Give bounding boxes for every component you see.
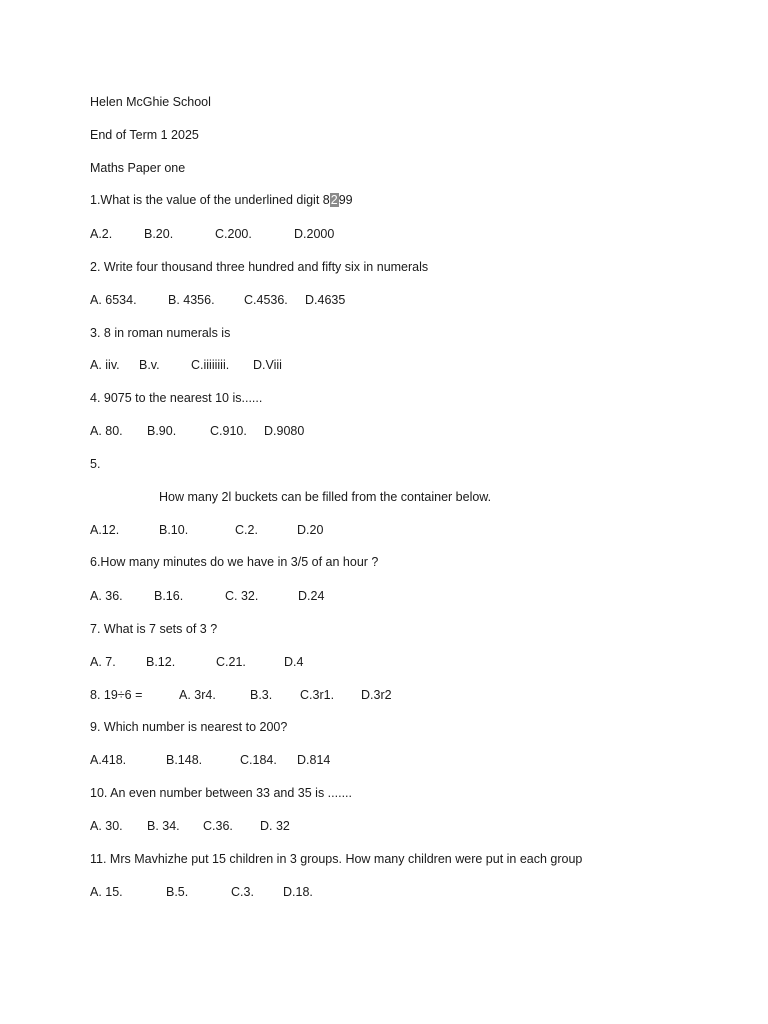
option-c: C. 32. [225, 589, 259, 603]
question-3: 3. 8 in roman numerals is [90, 326, 231, 340]
option-b: B.v. [139, 358, 160, 372]
question-2: 2. Write four thousand three hundred and fifty six in numerals [90, 260, 429, 274]
option-b: B.90. [147, 424, 177, 438]
option-d: D.3r2 [361, 688, 392, 702]
option-d: D.9080 [264, 424, 305, 438]
option-b: B.12. [146, 655, 176, 669]
option-d: D.24 [298, 589, 325, 603]
option-b: B.5. [166, 885, 189, 899]
option-b: B.20. [144, 227, 174, 241]
option-b: B.148. [166, 753, 203, 767]
question-5-text: How many 2l buckets can be filled from the container below. [159, 490, 492, 504]
option-a: A.12. [90, 523, 120, 537]
question-8-text: 8. 19÷6 = [90, 688, 143, 702]
option-d: D.20 [297, 523, 324, 537]
option-c: C.200. [215, 227, 252, 241]
option-c: C.3. [231, 885, 254, 899]
underlined-digit: 2 [330, 193, 338, 207]
option-b: B.16. [154, 589, 184, 603]
option-d: D.Viii [253, 358, 282, 372]
option-a: A. 7. [90, 655, 116, 669]
term-title: End of Term 1 2025 [90, 128, 199, 142]
option-a: A. 6534. [90, 293, 137, 307]
option-b: B.10. [159, 523, 189, 537]
option-a: A. 36. [90, 589, 123, 603]
question-5: 5. [90, 457, 101, 471]
option-d: D.4 [284, 655, 304, 669]
option-c: C.4536. [244, 293, 288, 307]
option-a: A. 15. [90, 885, 123, 899]
option-d: D.814 [297, 753, 331, 767]
question-11: 11. Mrs Mavhizhe put 15 children in 3 groups. How many children were put in each group [90, 852, 583, 866]
option-d: D.18. [283, 885, 313, 899]
question-10: 10. An even number between 33 and 35 is ....... [90, 786, 352, 800]
question-6: 6.How many minutes do we have in 3/5 of an hour ? [90, 555, 379, 569]
option-c: C.iiiiiiii. [191, 358, 230, 372]
option-c: C.36. [203, 819, 233, 833]
option-a: A.2. [90, 227, 113, 241]
option-a: A.418. [90, 753, 127, 767]
question-1 [90, 192, 353, 208]
option-b: B. 4356. [168, 293, 215, 307]
option-d: D. 32 [260, 819, 290, 833]
question-1-text: 1.What is the value of the underlined digit 8 [90, 193, 330, 207]
option-b: B. 34. [147, 819, 180, 833]
option-a: A. 30. [90, 819, 123, 833]
question-7: 7. What is 7 sets of 3 ? [90, 622, 218, 636]
option-c: C.2. [235, 523, 258, 537]
option-a: A. 3r4. [179, 688, 216, 702]
question-4: 4. 9075 to the nearest 10 is...... [90, 391, 263, 405]
school-name: Helen McGhie School [90, 95, 211, 109]
option-d: D.4635 [305, 293, 346, 307]
option-a: A. 80. [90, 424, 123, 438]
option-c: C.21. [216, 655, 246, 669]
option-c: C.910. [210, 424, 247, 438]
question-9: 9. Which number is nearest to 200? [90, 720, 288, 734]
question-1-text-end: 99 [338, 193, 353, 207]
option-c: C.3r1. [300, 688, 335, 702]
paper-title: Maths Paper one [90, 161, 186, 175]
option-a: A. iiv. [90, 358, 120, 372]
option-d: D.2000 [294, 227, 335, 241]
option-c: C.184. [240, 753, 277, 767]
option-b: B.3. [250, 688, 273, 702]
